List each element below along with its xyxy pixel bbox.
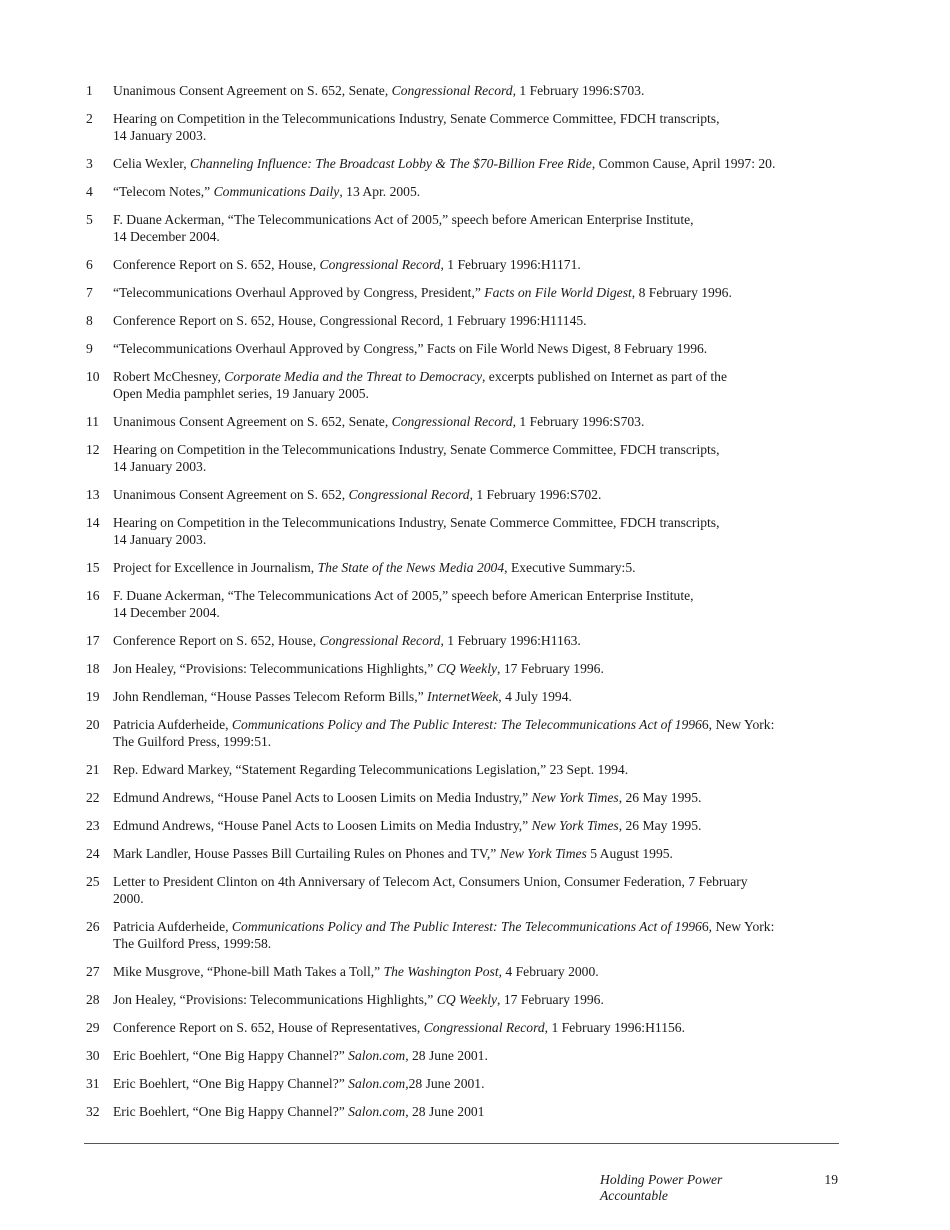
endnote-item (86, 1103, 846, 1120)
endnote-text-segment: Robert McChesney, (113, 369, 225, 384)
endnote-italic-title: Facts on File World Digest (484, 285, 632, 300)
endnote-text-segment: Conference Report on S. 652, House, (113, 633, 320, 648)
endnote-text-segment: The Guilford Press, 1999:58. (113, 936, 272, 951)
endnote-item (86, 211, 846, 245)
endnote-text-segment: , 28 June 2001. (405, 1048, 488, 1063)
endnote-italic-title: Communications Daily (213, 184, 340, 199)
page-footer (600, 1172, 838, 1204)
endnote-text (113, 789, 846, 806)
endnote-text-segment: Letter to President Clinton on 4th Anniversary of Telecom Act, Consumers Union, Consumer Federation, 7 February (113, 874, 748, 889)
endnote-number: 5 (86, 212, 93, 227)
endnote-text-segment: “Telecommunications Overhaul Approved by Congress,” Facts on File World News Digest, 8 February 1996. (113, 341, 708, 356)
endnote-italic-title: New York Times (499, 846, 587, 861)
endnote-italic-title: Salon.com (348, 1048, 406, 1063)
endnote-text-segment: 6, New York: (701, 717, 775, 732)
endnote-text (113, 486, 846, 503)
endnote-text-segment: , excerpts published on Internet as part of the (482, 369, 727, 384)
endnote-text (113, 1019, 846, 1036)
endnote-text (113, 256, 846, 273)
endnote-text-segment: , 1 February 1996:S703. (512, 83, 645, 98)
endnote-text-segment: , 4 July 1994. (498, 689, 572, 704)
endnote-text-segment: , 1 February 1996:S703. (512, 414, 645, 429)
endnote-text (113, 716, 846, 750)
endnote-italic-title: Salon.com (348, 1104, 406, 1119)
endnote-text (113, 413, 846, 430)
endnote-text (113, 312, 846, 329)
endnote-italic-title: Channeling Influence: The Broadcast Lobby & The $70-Billion Free Ride (190, 156, 592, 171)
endnote-text-segment: 6, New York: (701, 919, 775, 934)
endnote-item (86, 716, 846, 750)
endnote-text-segment: Edmund Andrews, “House Panel Acts to Loosen Limits on Media Industry,” (113, 818, 532, 833)
endnote-number: 8 (86, 313, 93, 328)
endnote-text-segment: Mike Musgrove, “Phone-bill Math Takes a Toll,” (113, 964, 384, 979)
endnote-number: 23 (86, 818, 100, 833)
endnote-number: 16 (86, 588, 100, 603)
endnote-text-segment: Open Media pamphlet series, 19 January 2005. (113, 386, 369, 401)
endnote-number: 10 (86, 369, 100, 384)
endnote-item (86, 1075, 846, 1092)
endnote-text-segment: Eric Boehlert, “One Big Happy Channel?” (113, 1076, 349, 1091)
endnote-item (86, 514, 846, 548)
endnote-text-segment: Conference Report on S. 652, House, Congressional Record, 1 February 1996:H11145. (113, 313, 587, 328)
endnote-item (86, 817, 846, 834)
endnote-number: 21 (86, 762, 100, 777)
endnote-number: 3 (86, 156, 93, 171)
endnote-text-segment: 14 December 2004. (113, 229, 220, 244)
endnote-text (113, 761, 846, 778)
endnote-text-segment: Unanimous Consent Agreement on S. 652, Senate, (113, 83, 392, 98)
endnote-text-segment: F. Duane Ackerman, “The Telecommunications Act of 2005,” speech before American Enterprise Institute, (113, 588, 694, 603)
endnote-italic-title: InternetWeek (427, 689, 499, 704)
endnote-item (86, 368, 846, 402)
endnote-number: 24 (86, 846, 100, 861)
endnote-text (113, 963, 846, 980)
endnote-text-segment: Patricia Aufderheide, (113, 919, 232, 934)
endnote-text-segment: Edmund Andrews, “House Panel Acts to Loosen Limits on Media Industry,” (113, 790, 532, 805)
endnote-text (113, 587, 846, 621)
endnote-number: 32 (86, 1104, 100, 1119)
endnote-text (113, 632, 846, 649)
endnote-text (113, 1047, 846, 1064)
endnote-text-segment: , 17 February 1996. (497, 992, 604, 1007)
endnote-number: 17 (86, 633, 100, 648)
endnote-italic-title: Communications Policy and The Public Interest: The Telecommunications Act of 1996 (231, 919, 702, 934)
endnote-text-segment: , 26 May 1995. (618, 818, 702, 833)
endnote-text-segment: , 26 May 1995. (618, 790, 702, 805)
endnote-text (113, 211, 846, 245)
endnote-text-segment: John Rendleman, “House Passes Telecom Reform Bills,” (113, 689, 428, 704)
endnote-item (86, 660, 846, 677)
endnote-text (113, 368, 846, 402)
endnote-text (113, 918, 846, 952)
endnote-text-segment: , 1 February 1996:H1171. (440, 257, 581, 272)
endnote-text-segment: Celia Wexler, (113, 156, 191, 171)
endnote-item (86, 82, 846, 99)
endnote-number: 18 (86, 661, 100, 676)
endnote-number: 25 (86, 874, 100, 889)
endnote-text-segment: , Common Cause, April 1997: 20. (591, 156, 776, 171)
endnote-text-segment: , 1 February 1996:H1156. (544, 1020, 685, 1035)
endnote-text-segment: , 13 Apr. 2005. (339, 184, 421, 199)
endnote-text (113, 514, 846, 548)
endnote-text-segment: Eric Boehlert, “One Big Happy Channel?” (113, 1104, 349, 1119)
endnote-italic-title: Congressional Record (319, 257, 441, 272)
endnote-italic-title: New York Times (531, 790, 619, 805)
endnote-text (113, 284, 846, 301)
endnote-italic-title: Congressional Record (391, 83, 513, 98)
endnote-item (86, 918, 846, 952)
endnote-number: 27 (86, 964, 100, 979)
endnote-text-segment: The Guilford Press, 1999:51. (113, 734, 272, 749)
endnote-text-segment: Mark Landler, House Passes Bill Curtailing Rules on Phones and TV,” (113, 846, 500, 861)
endnote-text-segment: 5 August 1995. (586, 846, 673, 861)
endnote-number: 19 (86, 689, 100, 704)
endnote-item (86, 761, 846, 778)
endnote-item (86, 632, 846, 649)
endnote-text (113, 441, 846, 475)
endnote-text-segment: , 8 February 1996. (631, 285, 732, 300)
endnote-text-segment: Rep. Edward Markey, “Statement Regarding Telecommunications Legislation,” 23 Sept. 1994. (113, 762, 629, 777)
endnote-text-segment: 14 January 2003. (113, 128, 207, 143)
endnote-number: 22 (86, 790, 100, 805)
endnote-text-segment: Conference Report on S. 652, House of Representatives, (113, 1020, 424, 1035)
endnote-text (113, 817, 846, 834)
endnote-text-segment: Unanimous Consent Agreement on S. 652, (113, 487, 349, 502)
endnote-item (86, 486, 846, 503)
endnote-text-segment: Hearing on Competition in the Telecommunications Industry, Senate Commerce Committee, FDCH transcripts, (113, 111, 720, 126)
endnote-italic-title: Congressional Record (391, 414, 513, 429)
endnote-number: 13 (86, 487, 100, 502)
endnote-text (113, 82, 846, 99)
endnote-italic-title: The Washington Post (383, 964, 499, 979)
endnote-item (86, 789, 846, 806)
endnote-text-segment: Hearing on Competition in the Telecommunications Industry, Senate Commerce Committee, FDCH transcripts, (113, 515, 720, 530)
endnote-text-segment: , 1 February 1996:S702. (469, 487, 602, 502)
endnote-text-segment: “Telecommunications Overhaul Approved by Congress, President,” (113, 285, 485, 300)
endnote-text-segment: Conference Report on S. 652, House, (113, 257, 320, 272)
endnote-text-segment: F. Duane Ackerman, “The Telecommunications Act of 2005,” speech before American Enterprise Institute, (113, 212, 694, 227)
endnote-italic-title: Congressional Record (348, 487, 470, 502)
endnote-italic-title: CQ Weekly (436, 661, 498, 676)
endnote-number: 15 (86, 560, 100, 575)
endnote-item (86, 256, 846, 273)
endnote-text-segment: Jon Healey, “Provisions: Telecommunications Highlights,” (113, 992, 437, 1007)
endnote-italic-title: New York Times (531, 818, 619, 833)
endnote-number: 7 (86, 285, 93, 300)
footer-divider (84, 1143, 839, 1144)
endnote-text (113, 873, 846, 907)
endnote-text (113, 559, 846, 576)
endnote-text-segment: 14 December 2004. (113, 605, 220, 620)
endnote-italic-title: Congressional Record (319, 633, 441, 648)
endnote-text (113, 340, 846, 357)
endnote-text-segment: 2000. (113, 891, 144, 906)
endnote-text-segment: Jon Healey, “Provisions: Telecommunications Highlights,” (113, 661, 437, 676)
endnote-text (113, 688, 846, 705)
endnote-number: 1 (86, 83, 93, 98)
endnote-item (86, 963, 846, 980)
endnote-item (86, 1019, 846, 1036)
endnote-italic-title: Corporate Media and the Threat to Democracy (224, 369, 482, 384)
endnote-text-segment: Patricia Aufderheide, (113, 717, 232, 732)
endnote-number: 14 (86, 515, 100, 530)
endnote-item (86, 441, 846, 475)
endnote-number: 2 (86, 111, 93, 126)
endnote-number: 29 (86, 1020, 100, 1035)
endnote-number: 11 (86, 414, 100, 429)
endnote-number: 4 (86, 184, 93, 199)
page-number: 19 (824, 1172, 838, 1187)
endnote-italic-title: CQ Weekly (436, 992, 498, 1007)
endnote-number: 30 (86, 1048, 100, 1063)
endnote-italic-title: Congressional Record (423, 1020, 545, 1035)
endnote-number: 6 (86, 257, 93, 272)
endnote-text (113, 845, 846, 862)
endnote-item (86, 991, 846, 1008)
endnote-item (86, 1047, 846, 1064)
endnote-text (113, 991, 846, 1008)
endnote-item (86, 559, 846, 576)
endnote-text (113, 110, 846, 144)
endnote-text-segment: , Executive Summary:5. (504, 560, 636, 575)
endnote-number: 20 (86, 717, 100, 732)
endnote-item (86, 155, 846, 172)
endnote-italic-title: The State of the News Media 2004 (317, 560, 505, 575)
endnote-text-segment: , 4 February 2000. (498, 964, 599, 979)
endnote-number: 12 (86, 442, 100, 457)
endnote-text-segment: 14 January 2003. (113, 532, 207, 547)
endnote-item (86, 110, 846, 144)
endnote-text-segment: , 17 February 1996. (497, 661, 604, 676)
endnote-text-segment: ,28 June 2001. (405, 1076, 485, 1091)
endnote-item (86, 284, 846, 301)
endnote-text (113, 660, 846, 677)
endnote-text (113, 1075, 846, 1092)
endnote-text-segment: Unanimous Consent Agreement on S. 652, Senate, (113, 414, 392, 429)
endnote-item (86, 845, 846, 862)
endnote-item (86, 873, 846, 907)
endnote-text-segment: , 1 February 1996:H1163. (440, 633, 581, 648)
endnote-number: 26 (86, 919, 100, 934)
endnote-number: 28 (86, 992, 100, 1007)
endnote-text-segment: 14 January 2003. (113, 459, 207, 474)
endnote-text-segment: Project for Excellence in Journalism, (113, 560, 318, 575)
endnote-number: 9 (86, 341, 93, 356)
endnote-item (86, 413, 846, 430)
endnote-item (86, 340, 846, 357)
endnote-text-segment: “Telecom Notes,” (113, 184, 214, 199)
endnote-item (86, 587, 846, 621)
endnote-text (113, 183, 846, 200)
endnote-item (86, 312, 846, 329)
endnote-text-segment: Hearing on Competition in the Telecommunications Industry, Senate Commerce Committee, FDCH transcripts, (113, 442, 720, 457)
endnote-text (113, 1103, 846, 1120)
endnote-item (86, 688, 846, 705)
footer-title: Holding Power Power Accountable (600, 1172, 723, 1203)
endnote-text (113, 155, 846, 172)
endnote-number: 31 (86, 1076, 100, 1091)
endnotes-list (86, 82, 846, 1131)
endnote-text-segment: Eric Boehlert, “One Big Happy Channel?” (113, 1048, 349, 1063)
endnote-italic-title: Salon.com (348, 1076, 406, 1091)
endnote-italic-title: Communications Policy and The Public Interest: The Telecommunications Act of 1996 (231, 717, 702, 732)
endnote-item (86, 183, 846, 200)
endnote-text-segment: , 28 June 2001 (405, 1104, 485, 1119)
